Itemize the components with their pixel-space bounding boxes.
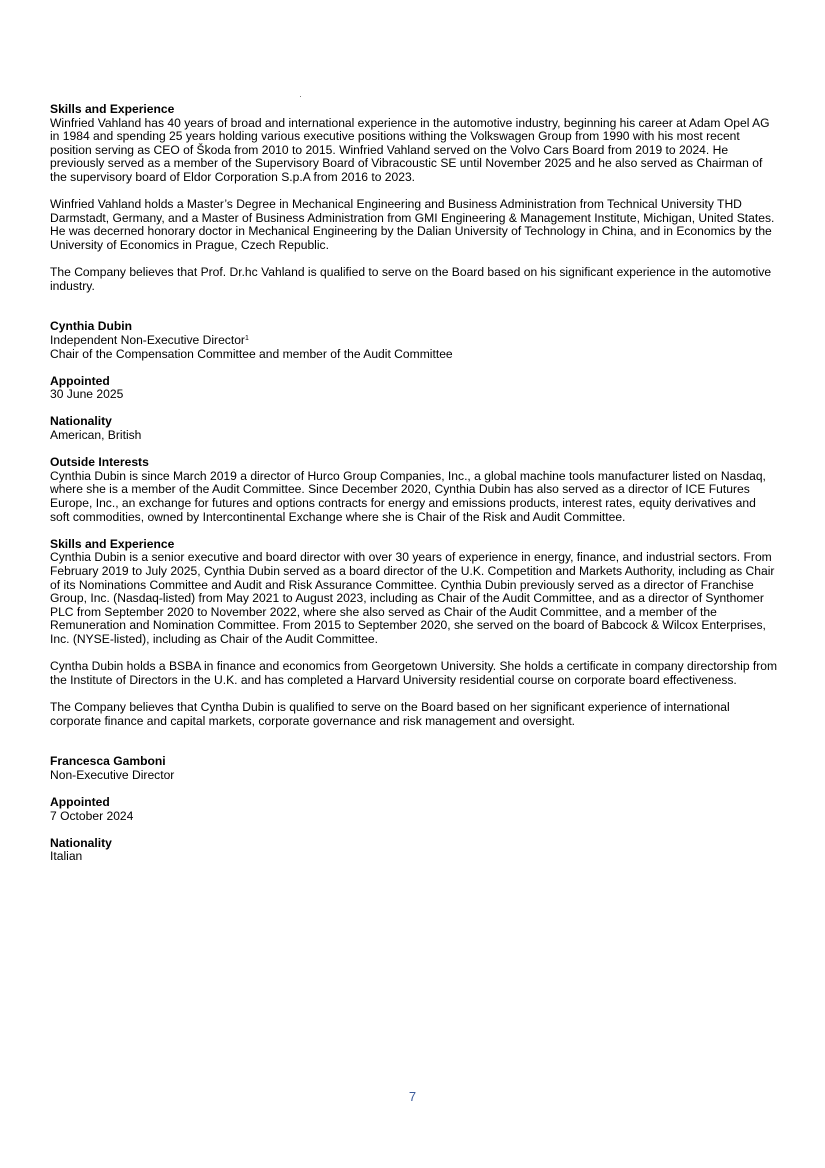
gamboni-appointed-heading: Appointed (50, 794, 110, 809)
dubin-education-text: Cyntha Dubin holds a BSBA in finance and economics from Georgetown University. She holds a certificate in company directorship from the Institute of Directors in the U.K. and has completed a Harvard University residential course on corporate board effectiveness. (50, 659, 778, 687)
dubin-nationality: American, British (50, 428, 142, 443)
vahland-education-text: Winfried Vahland holds a Master’s Degree in Mechanical Engineering and Business Administration from Technical University THD Darmstadt, Germany, and a Master of Business Administration from GMI Engineering & Management Institute, Michigan, United States. He was decerned honorary doctor in Mechanical Engineering by the Dalian University of Technology in China, and in Economics by the University of Economics in Prague, Czech Republic. (50, 197, 775, 252)
vahland-skills-text: Winfried Vahland has 40 years of broad and international experience in the automotive industry, beginning his career at Adam Opel AG in 1984 and spending 25 years holding various executive positions withing the Volkswagen Group from 1990 with his most recent position serving as CEO of Škoda from 2010 to 2015. Winfried Vahland served on the Volvo Cars Board from 2019 to 2024. He previously served as a member of the Supervisory Board of Vibracoustic SE until November 2025 and he also served as Chairman of the supervisory board of Eldor Corporation S.p.A from 2016 to 2023. (50, 115, 770, 184)
gamboni-appointed-date: 7 October 2024 (50, 808, 134, 823)
vahland-qualification-text: The Company believes that Prof. Dr.hc Vahland is qualified to serve on the Board based on his significant experience in the automotive industry. (50, 265, 772, 293)
document-body (50, 103, 778, 864)
dubin-outside-text: Cynthia Dubin is since March 2019 a director of Hurco Group Companies, Inc., a global machine tools manufacturer listed on Nasdaq, where she is a member of the Audit Committee. Since December 2020, Cynthia Dubin has also served as a director of ICE Futures Europe, Inc., an exchange for futures and options contracts for energy and emissions products, interest rates, equity derivatives and soft commodities, owned by Intercontinental Exchange where she is Chair of the Risk and Audit Committee. (50, 468, 766, 524)
dubin-appointed-heading: Appointed (50, 373, 110, 388)
gamboni-nationality: Italian (50, 849, 83, 864)
dubin-committees: Chair of the Compensation Committee and member of the Audit Committee (50, 346, 453, 361)
dubin-appointed-date: 30 June 2025 (50, 387, 124, 402)
stray-mark (300, 96, 301, 97)
gamboni-role: Non-Executive Director (50, 767, 175, 782)
dubin-nationality-heading: Nationality (50, 414, 112, 429)
dubin-role-footnote: 1 (244, 334, 249, 342)
gamboni-name: Francesca Gamboni (50, 754, 166, 769)
dubin-outside-heading: Outside Interests (50, 455, 149, 470)
dubin-name: Cynthia Dubin (50, 319, 132, 334)
dubin-role-text: Independent Non-Executive Director (50, 332, 245, 347)
dubin-skills-text: Cynthia Dubin is a senior executive and board director with over 30 years of experience in energy, finance, and industrial sectors. From February 2019 to July 2025, Cynthia Dubin served as a board director of the U.K. Competition and Markets Authority, including as Chair of its Nominations Committee and Audit and Risk Assurance Committee. Cynthia Dubin previously served as a director of Franchise Group, Inc. (Nasdaq-listed) from May 2021 to August 2023, including as Chair of the Audit Committee, and as a director of Synthomer PLC from September 2020 to November 2022, where she also served as Chair of the Audit Committee, and a member of the Remuneration and Nomination Committee. From 2015 to September 2020, she served on the board of Babcock & Wilcox Enterprises, Inc. (NYSE-listed), including as Chair of the Audit Committee. (50, 550, 775, 646)
dubin-role (50, 334, 778, 348)
dubin-skills-heading: Skills and Experience (50, 536, 175, 551)
vahland-skills-heading: Skills and Experience (50, 102, 175, 116)
dubin-qualification-text: The Company believes that Cyntha Dubin is qualified to serve on the Board based on her significant experience of international corporate finance and capital markets, corporate governance and risk management and oversight. (50, 699, 730, 728)
gamboni-nationality-heading: Nationality (50, 835, 112, 850)
page-number: 7 (408, 1089, 417, 1104)
